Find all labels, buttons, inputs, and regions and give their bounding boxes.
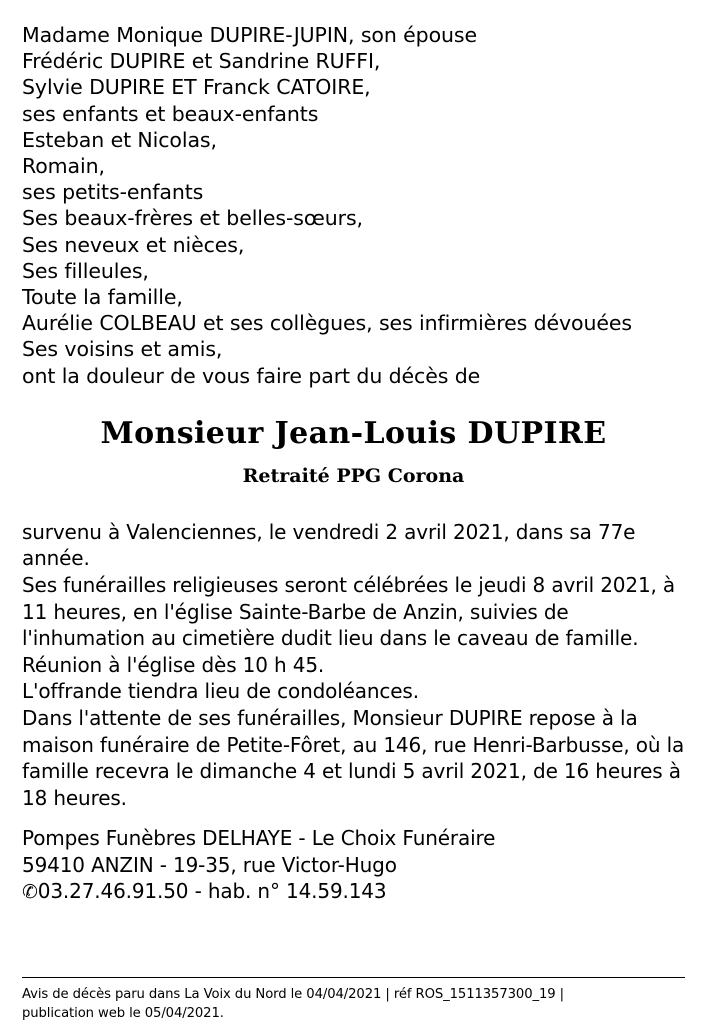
deceased-name: Monsieur Jean-Louis DUPIRE [100, 415, 607, 451]
family-line: Romain, [22, 154, 105, 179]
footer [0, 977, 707, 1023]
family-line: Madame Monique DUPIRE-JUPIN, son épouse [22, 23, 478, 47]
repose-paragraph: Dans l'attente de ses funérailles, Monsieur DUPIRE repose à la maison funéraire de Petite-Fôret, au 146, rue Henri-Barbusse, où la famille recevra le dimanche 4 et lundi 5 avril 2021, de 16 heures à 18 heures. [22, 706, 685, 810]
funeral-home-block [22, 825, 685, 905]
deceased-block [22, 415, 685, 489]
footer-divider [22, 977, 685, 978]
family-list [22, 22, 685, 389]
family-line: ont la douleur de vous faire part du décès de [22, 363, 481, 388]
family-line: ses petits-enfants [22, 180, 204, 205]
footer-source-line: Avis de décès paru dans La Voix du Nord le 04/04/2021 | réf ROS_1511357300_19 | [22, 987, 565, 1002]
family-line: Ses filleules, [22, 258, 149, 283]
family-line: ses enfants et beaux-enfants [22, 101, 319, 126]
family-line: Ses voisins et amis, [22, 337, 223, 362]
funeral-home-phone [22, 878, 685, 905]
family-line: Ses beaux-frères et belles-sœurs, [22, 206, 363, 231]
phone-icon: ✆ [22, 881, 38, 904]
footer-publication-line: publication web le 05/04/2021. [22, 1006, 224, 1021]
family-line: Toute la famille, [22, 285, 183, 310]
family-line: Frédéric DUPIRE et Sandrine RUFFI, [22, 49, 381, 74]
deceased-role: Retraité PPG Corona [242, 464, 465, 487]
funeral-home-address: 59410 ANZIN - 19-35, rue Victor-Hugo [22, 852, 397, 877]
reunion-line: Réunion à l'église dès 10 h 45. [22, 652, 325, 677]
ceremony-paragraph: Ses funérailles religieuses seront célébrées le jeudi 8 avril 2021, à 11 heures, en l'église Sainte-Barbe de Anzin, suivies de l'inhumation au cimetière dudit lieu dans le caveau de famille. [22, 573, 676, 651]
family-line: Esteban et Nicolas, [22, 127, 217, 152]
death-paragraph: survenu à Valenciennes, le vendredi 2 avril 2021, dans sa 77e année. [22, 519, 636, 571]
family-line: Sylvie DUPIRE ET Franck CATOIRE, [22, 75, 371, 100]
family-line: Ses neveux et nièces, [22, 232, 245, 257]
details-block [22, 519, 685, 812]
phone-number: 03.27.46.91.50 - hab. n° 14.59.143 [37, 879, 387, 904]
funeral-home-name: Pompes Funèbres DELHAYE - Le Choix Funéraire [22, 826, 496, 851]
offering-line: L'offrande tiendra lieu de condoléances. [22, 679, 419, 704]
family-line: Aurélie COLBEAU et ses collègues, ses infirmières dévouées [22, 311, 632, 336]
